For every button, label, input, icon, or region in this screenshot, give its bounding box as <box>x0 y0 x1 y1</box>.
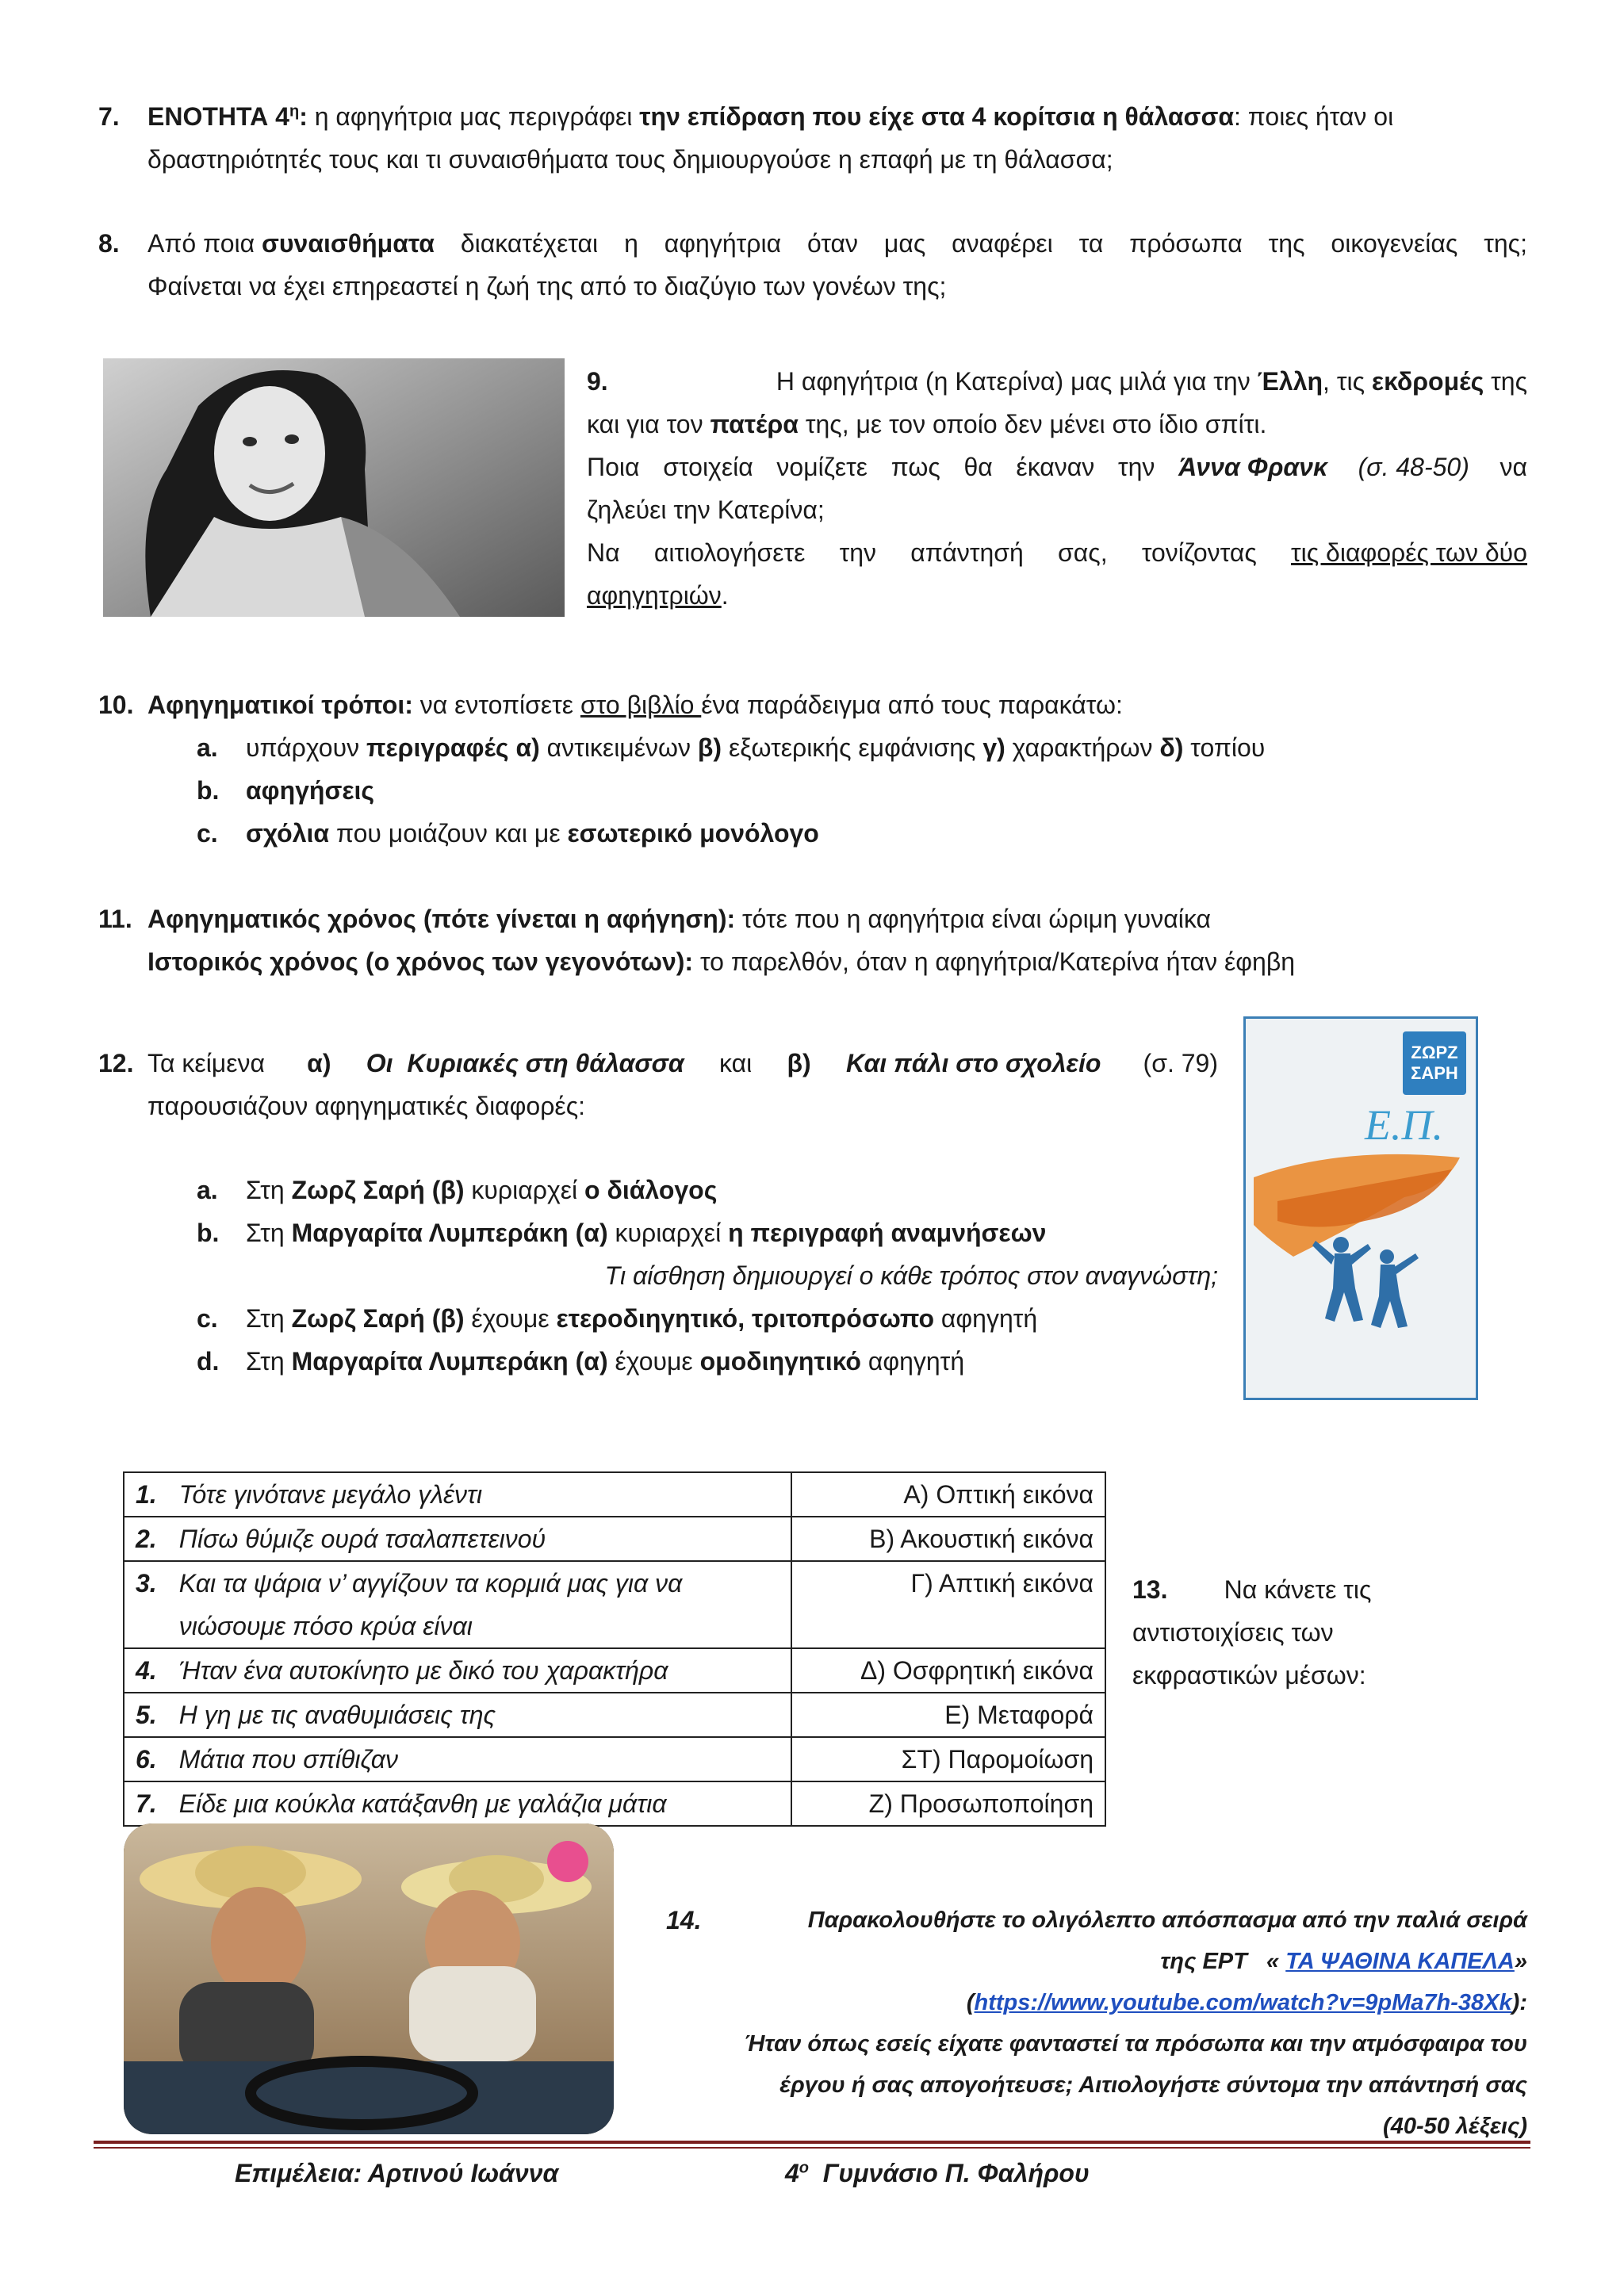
q12-d-p5: αφηγητή <box>860 1347 965 1376</box>
book-author-last: ΣΑΡΗ <box>1411 1063 1458 1083</box>
q12-text <box>147 1042 1218 1127</box>
q10-c-p1: που μοιάζουν και με <box>329 819 568 848</box>
row-number: 4. <box>124 1648 168 1693</box>
q11-line1 <box>147 897 1295 940</box>
q10-item-b-text <box>246 769 374 812</box>
q9-line3 <box>587 446 1527 488</box>
q9-l5-w5: σας, <box>1058 538 1108 567</box>
row-device: Β) Ακουστική εικόνα <box>791 1517 1105 1561</box>
q11-text <box>147 897 1295 983</box>
q9-l3-w5: θα <box>963 453 993 481</box>
table-row <box>124 1472 1105 1517</box>
anne-frank-photo <box>103 358 565 617</box>
footer-rule-thin <box>94 2147 1530 2149</box>
q12-b-p1: Στη <box>246 1219 292 1247</box>
q11-text-b: τότε που η αφηγήτρια είναι ώριμη γυναίκα <box>735 905 1212 933</box>
q12-b-p3: κυριαρχεί <box>607 1219 729 1247</box>
q8-text-a: Από ποια συναισθήματα <box>147 229 435 258</box>
footer-school-sup: ο <box>799 2159 810 2177</box>
row-device: Γ) Απτική εικόνα <box>791 1561 1105 1648</box>
tv-series-still <box>124 1823 614 2134</box>
q9-elli: Έλλη <box>1257 367 1323 396</box>
q7-line2: δραστηριότητές τους και τι συναισθήματα τους δημιουργούσε η επαφή με τη θάλασσα; <box>147 145 1113 174</box>
q13-number: 13. <box>1132 1575 1168 1604</box>
q11-narrative-time: Αφηγηματικός χρόνος (πότε γίνεται η αφήγηση): <box>147 905 736 933</box>
q8-w6: αναφέρει <box>952 229 1053 258</box>
q10-text <box>147 683 1123 726</box>
table-row <box>124 1693 1105 1737</box>
q13-line1 <box>1132 1568 1465 1611</box>
q12-a-p2: Ζωρζ Σαρή (β) <box>291 1176 465 1204</box>
q8-number: 8. <box>98 229 120 258</box>
row-device: Δ) Οσφρητική εικόνα <box>791 1648 1105 1693</box>
q9-line2 <box>587 403 1527 446</box>
footer-school <box>785 2152 1090 2195</box>
q8-w1: διακατέχεται <box>460 229 599 258</box>
q8-text <box>147 222 1527 308</box>
row-device: ΣΤ) Παρομοίωση <box>791 1737 1105 1781</box>
q7-colon: : <box>299 102 308 131</box>
footer-rule <box>94 2141 1530 2144</box>
q14-line1 <box>666 1900 1527 1941</box>
book-author-first: ΖΩΡΖ <box>1411 1043 1458 1062</box>
q10-book: στο βιβλίο <box>580 691 702 719</box>
q9-l3-w7: την <box>1117 453 1155 481</box>
row-number: 3. <box>124 1561 168 1648</box>
q8-w5: μας <box>883 229 926 258</box>
q9-period: . <box>721 581 729 610</box>
q9-father: πατέρα <box>710 410 799 438</box>
q9-line5 <box>587 531 1527 574</box>
q7-emphasis: την επίδραση που είχε στα 4 κορίτσια η θάλασσα <box>639 102 1234 131</box>
row-phrase: Είδε μια κούκλα κατάξανθη με γαλάζια μάτια <box>168 1781 791 1826</box>
q12-c-text <box>246 1297 1037 1340</box>
q10-a-p3: β) <box>697 733 722 762</box>
q12-c-p1: Στη <box>246 1304 292 1333</box>
q8-w10: οικογενείας <box>1331 229 1458 258</box>
q14-l3-a: ( <box>966 1990 975 2015</box>
q9-anne-frank: Άννα Φρανκ <box>1178 453 1328 481</box>
footer-school-name: Γυμνάσιο Π. Φαλήρου <box>809 2159 1090 2187</box>
q10-text-b: να εντοπίσετε <box>412 691 580 719</box>
q13-text <box>1132 1568 1465 1697</box>
q9-l5-w2: αιτιολογήσετε <box>653 538 806 567</box>
q10-item-a-text <box>246 726 1265 769</box>
footer-author: Επιμέλεια: Αρτινού Ιωάννα <box>235 2159 559 2187</box>
q10-a-p8: τοπίου <box>1183 733 1266 762</box>
q12-a-p3: κυριαρχεί <box>464 1176 584 1204</box>
book-illustration-icon <box>1246 1019 1476 1398</box>
row-phrase: Πίσω θύμιζε ουρά τσαλαπετεινού <box>168 1517 791 1561</box>
q10-text-d: ένα παράδειγμα από τους παρακάτω: <box>701 691 1123 719</box>
q8-w2: η <box>624 229 638 258</box>
q9-l5-w3: την <box>839 538 877 567</box>
q9-l3-w3: νομίζετε <box>776 453 868 481</box>
row-phrase: Ήταν ένα αυτοκίνητο με δικό του χαρακτήρα <box>168 1648 791 1693</box>
q12-a-p4: ο διάλογος <box>584 1176 718 1204</box>
q12-number: 12. <box>98 1049 134 1077</box>
q10-a-p2: αντικειμένων <box>539 733 698 762</box>
q9-pages: (σ. 48-50) <box>1350 453 1469 481</box>
q12-line1 <box>147 1042 1218 1085</box>
q10-item-a <box>197 726 1545 769</box>
q10-a-p7: δ) <box>1159 733 1184 762</box>
q12-title-b: Και πάλι στο σχολείο <box>839 1049 1101 1077</box>
q8-w9: της <box>1268 229 1305 258</box>
table-row <box>124 1781 1105 1826</box>
q12-c-p5: αφηγητή <box>934 1304 1038 1333</box>
q13-line3: εκφραστικών μέσων: <box>1132 1661 1366 1689</box>
q9-l1-a: Η αφηγήτρια (η Κατερίνα) μας μιλά για την <box>776 367 1258 396</box>
q14-l1: Παρακολουθήστε το ολιγόλεπτο απόσπασμα από την παλιά σειρά <box>807 1908 1527 1933</box>
matching-table <box>123 1471 1106 1827</box>
q12-d-p3: έχουμε <box>607 1347 700 1376</box>
q12-question: Τι αίσθηση δημιουργεί ο κάθε τρόπος στον αναγνώστη; <box>604 1261 1218 1290</box>
q12-c-p2: Ζωρζ Σαρή (β) <box>291 1304 465 1333</box>
q12-b-p2: Μαργαρίτα Λυμπεράκη (α) <box>291 1219 608 1247</box>
q10-item-b-letter: b. <box>197 776 220 805</box>
q11-text-d: το παρελθόν, όταν η αφηγήτρια/Κατερίνα ήταν έφηβη <box>693 947 1296 976</box>
book-cover <box>1243 1016 1478 1400</box>
row-number: 6. <box>124 1737 168 1781</box>
q12-l1-d: και <box>712 1049 760 1077</box>
q9-l3-w6: έκαναν <box>1016 453 1095 481</box>
q12-b-letter: b. <box>197 1219 220 1247</box>
q12-l1-a: Τα κείμενα <box>147 1049 279 1077</box>
row-device: Ζ) Προσωποποίηση <box>791 1781 1105 1826</box>
q12-item-b <box>197 1211 1228 1254</box>
q10-item-a-letter: a. <box>197 733 218 762</box>
q14-line6: (40-50 λέξεις) <box>1383 2114 1527 2139</box>
q10-c-p2: εσωτερικό μονόλογο <box>567 819 819 848</box>
q12-b-p4: η περιγραφή αναμνήσεων <box>728 1219 1047 1247</box>
q14-line2 <box>666 1941 1527 1982</box>
q12-d-letter: d. <box>197 1347 220 1376</box>
row-device: Α) Οπτική εικόνα <box>791 1472 1105 1517</box>
book-title: Ε.Π. <box>1365 1101 1443 1149</box>
row-number: 2. <box>124 1517 168 1561</box>
q10-item-c-text <box>246 812 819 855</box>
q14-l3-c: ): <box>1511 1990 1527 2015</box>
row-number: 7. <box>124 1781 168 1826</box>
q11-historical-time: Ιστορικός χρόνος (ο χρόνος των γεγονότων): <box>147 947 694 976</box>
q9-line6 <box>587 574 1527 617</box>
q12-item-a <box>197 1169 1228 1211</box>
q12-a-letter: a. <box>197 1176 218 1204</box>
q12-d-p4: ομοδιηγητικό <box>699 1347 861 1376</box>
footer-school-num: 4 <box>785 2159 799 2187</box>
q12-l1-b: α) <box>307 1049 331 1077</box>
anne-frank-portrait-icon <box>103 358 565 617</box>
q9-line1-text <box>608 360 1527 403</box>
q9-narrators: αφηγητριών <box>587 581 722 610</box>
q8-line1 <box>147 222 1527 265</box>
row-number: 1. <box>124 1472 168 1517</box>
q10-label: Αφηγηματικοί τρόποι: <box>147 691 413 719</box>
q12-page: (σ. 79) <box>1128 1049 1218 1077</box>
q8-w7: τα <box>1078 229 1104 258</box>
q12-title-a: Οι Κυριακές στη θάλασσα <box>358 1049 684 1077</box>
q9-l2-c: της, με τον οποίο δεν μένει στο ίδιο σπίτι. <box>798 410 1267 438</box>
q14-l2-c: » <box>1514 1949 1527 1974</box>
q9-l5-w1: Να <box>587 538 620 567</box>
q10-item-b <box>197 769 1545 812</box>
row-phrase: Η γη με τις αναθυμιάσεις της <box>168 1693 791 1737</box>
q14-line4: Ήταν όπως εσείς είχατε φανταστεί τα πρόσωπα και την ατμόσφαιρα του <box>744 2031 1527 2057</box>
q10-c-p0: σχόλια <box>246 819 330 848</box>
q8-w4: όταν <box>806 229 858 258</box>
table-row <box>124 1561 1105 1648</box>
q12-l1-e: β) <box>787 1049 811 1077</box>
q9-l3-w2: στοιχεία <box>663 453 753 481</box>
q10-a-p4: εξωτερικής εμφάνισης <box>722 733 983 762</box>
q12-c-letter: c. <box>197 1304 218 1333</box>
q10-number: 10. <box>98 691 134 719</box>
q9-trips: εκδρομές <box>1371 367 1484 396</box>
row-phrase: Τότε γινότανε μεγάλο γλέντι <box>168 1472 791 1517</box>
q14-number: 14. <box>666 1906 702 1934</box>
q12-d-p2: Μαργαρίτα Λυμπεράκη (α) <box>291 1347 608 1376</box>
q9-l5-w4: απάντησή <box>910 538 1024 567</box>
youtube-link[interactable]: https://www.youtube.com/watch?v=9pMa7h-38Xk <box>974 1990 1512 2015</box>
q12-a-p1: Στη <box>246 1176 292 1204</box>
q10-a-p5: γ) <box>982 733 1005 762</box>
q14-line5: έργου ή σας απογοήτευσε; Αιτιολογήστε σύντομα την απάντησή σας <box>779 2072 1527 2098</box>
q7-text-a: η αφηγήτρια μας περιγράφει <box>307 102 640 131</box>
q9-number: 9. <box>587 367 608 396</box>
q12-item-c <box>197 1297 1228 1340</box>
q9-differences: τις διαφορές των δύο <box>1290 538 1527 567</box>
q7-section-label: ΕΝΟΤΗΤΑ 4 <box>147 102 289 131</box>
row-number: 5. <box>124 1693 168 1737</box>
q8-emphasis: συναισθήματα <box>262 229 435 258</box>
q8-w8: πρόσωπα <box>1129 229 1243 258</box>
q7-line1 <box>147 95 1527 138</box>
q7-number: 7. <box>98 102 120 131</box>
q7-superscript: η <box>289 102 300 121</box>
q10-item-c-letter: c. <box>197 819 218 848</box>
row-phrase: Μάτια που σπίθιζαν <box>168 1737 791 1781</box>
table-row <box>124 1648 1105 1693</box>
q10-a-p6: χαρακτήρων <box>1005 733 1160 762</box>
table-row <box>124 1517 1105 1561</box>
tv-series-scene-icon <box>124 1823 614 2134</box>
q9-l3-d: να <box>1492 453 1527 481</box>
q12-line2: παρουσιάζουν αφηγηματικές διαφορές: <box>147 1092 585 1120</box>
q12-d-text <box>246 1340 964 1383</box>
q10-a-p0: υπάρχουν <box>246 733 366 762</box>
q9-l3-w4: πως <box>891 453 940 481</box>
q12-item-d <box>197 1340 1228 1383</box>
q12-a-text <box>246 1169 717 1211</box>
series-title-link[interactable]: ΤΑ ΨΑΘΙΝΑ ΚΑΠΕΛΑ <box>1285 1949 1515 1974</box>
q8-w3: αφηγήτρια <box>664 229 782 258</box>
q7-text <box>147 95 1527 181</box>
table-row <box>124 1737 1105 1781</box>
q8-w11: της; <box>1484 229 1527 258</box>
q9-l3-w1: Ποια <box>587 453 640 481</box>
q10-item-c <box>197 812 1545 855</box>
q12-c-p3: έχουμε <box>464 1304 557 1333</box>
q14-text <box>666 1900 1527 2147</box>
q9-line4: ζηλεύει την Κατερίνα; <box>587 496 825 524</box>
row-phrase: Και τα ψάρια ν’ αγγίζουν τα κορμιά μας για να νιώσουμε πόσο κρύα είναι <box>168 1561 791 1648</box>
q12-b-text <box>246 1211 1046 1254</box>
q9-l2-a: και για τον <box>587 410 710 438</box>
q13-l1: Να κάνετε τις <box>1224 1575 1372 1604</box>
q7-text-b: : ποιες ήταν οι <box>1234 102 1394 131</box>
q12-c-p4: ετεροδιηγητικό, τριτοπρόσωπο <box>556 1304 935 1333</box>
q14-l2-a: της ΕΡΤ « <box>1160 1949 1286 1974</box>
q10-a-p1: περιγραφές α) <box>366 733 540 762</box>
q9-l1-c: , τις <box>1323 367 1372 396</box>
q9-l5-w6: τονίζοντας <box>1141 538 1257 567</box>
q12-d-p1: Στη <box>246 1347 292 1376</box>
q11-line2 <box>147 940 1295 983</box>
q9-line1 <box>587 360 1527 403</box>
q9-l1-e: της <box>1484 367 1527 396</box>
q14-line3 <box>666 1982 1527 2023</box>
q8-line2: Φαίνεται να έχει επηρεαστεί η ζωή της από το διαζύγιο των γονέων της; <box>147 272 947 300</box>
row-device: Ε) Μεταφορά <box>791 1693 1105 1737</box>
q10-b-p0: αφηγήσεις <box>246 776 375 805</box>
q9-text <box>587 360 1527 617</box>
q11-number: 11. <box>98 905 132 933</box>
q13-line2: αντιστοιχίσεις των <box>1132 1618 1334 1647</box>
